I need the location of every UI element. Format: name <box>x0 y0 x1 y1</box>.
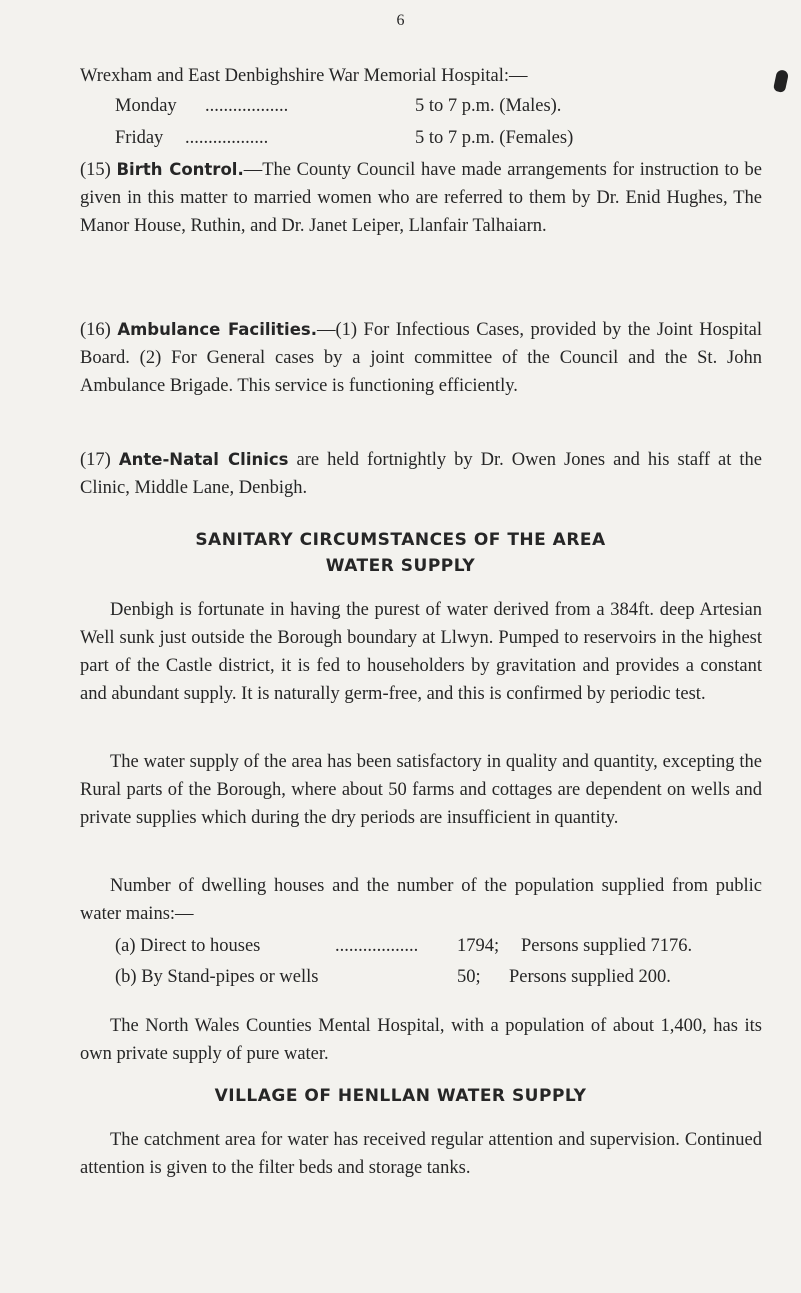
page-number: 6 <box>396 12 405 29</box>
hospital-title: Wrexham and East Denbighshire War Memorial Hospital:— <box>80 66 528 86</box>
section-number: (16) <box>80 320 111 340</box>
section-title: Ante-Natal Clinics <box>118 450 289 469</box>
section-text: —The County Council have made arrangements for instruction to be given in this matter to married women who are referred to them by Dr. Enid Hughes, The Manor House, Ruthin, and Dr. Janet Leiper, Llanfair Talhaiarn. <box>80 160 762 236</box>
schedule-day: Monday <box>115 96 177 116</box>
schedule-leader: .................. <box>205 96 289 116</box>
section-birth-control <box>80 156 762 240</box>
supply-row-a <box>115 936 692 957</box>
schedule-day: Friday <box>115 128 164 148</box>
section-title: Birth Control. <box>116 160 244 179</box>
schedule-row-monday <box>115 96 561 117</box>
heading-village: VILLAGE OF HENLLAN WATER SUPPLY <box>214 1086 587 1106</box>
section-number: (15) <box>80 160 111 180</box>
schedule-leader: .................. <box>185 128 269 148</box>
supply-label: (b) By Stand-pipes or wells <box>115 967 319 987</box>
supply-persons: Persons supplied 7176. <box>521 936 693 956</box>
section-number: (17) <box>80 450 111 470</box>
section-antenatal <box>80 446 762 502</box>
section-text: —(1) For Infectious Cases, provided by the Joint Hospital Board. (2) For General cases by a joint committee of the Council and the St. John Ambulance Brigade. This service is functioning efficiently. <box>80 320 762 396</box>
schedule-time: 5 to 7 p.m. (Females) <box>415 128 574 148</box>
schedule-time: 5 to 7 p.m. (Males). <box>415 96 562 116</box>
ink-blot <box>773 69 789 93</box>
mental-hospital-paragraph: The North Wales Counties Mental Hospital, with a population of about 1,400, has its own private supply of pure water. <box>80 1016 762 1064</box>
water-paragraph-1: Denbigh is fortunate in having the purest of water derived from a 384ft. deep Artesian Well sunk just outside the Borough boundary at Llwyn. Pumped to reservoirs in the highest part of the Castle district, it is fed to householders by gravitation and provides a constant and abundant supply. It is naturally germ-free, and this is confirmed by periodic test. <box>80 600 762 704</box>
section-text: are held fortnightly by Dr. Owen Jones and his staff at the Clinic, Middle Lane, Denbigh. <box>80 450 763 498</box>
heading-water-supply: WATER SUPPLY <box>325 556 476 576</box>
village-paragraph: The catchment area for water has received regular attention and supervision. Continued attention is given to the filter beds and storage tanks. <box>80 1130 762 1178</box>
supply-label: (a) Direct to houses <box>115 936 261 956</box>
supply-leader: .................. <box>335 936 419 956</box>
supply-persons: Persons supplied 200. <box>509 967 671 987</box>
supply-count: 1794; <box>457 936 500 956</box>
section-title: Ambulance Facilities. <box>117 320 317 339</box>
water-paragraph-3: Number of dwelling houses and the number of the population supplied from public water mains:— <box>80 876 762 924</box>
schedule-row-friday <box>115 128 573 149</box>
supply-count: 50; <box>457 967 481 987</box>
supply-row-b <box>115 967 671 988</box>
section-ambulance <box>80 316 762 400</box>
water-paragraph-2: The water supply of the area has been satisfactory in quality and quantity, excepting the Rural parts of the Borough, where about 50 farms and cottages are dependent on wells and private supplies which during the dry periods are insufficient in quantity. <box>80 752 762 828</box>
heading-sanitary: SANITARY CIRCUMSTANCES OF THE AREA <box>195 530 606 550</box>
